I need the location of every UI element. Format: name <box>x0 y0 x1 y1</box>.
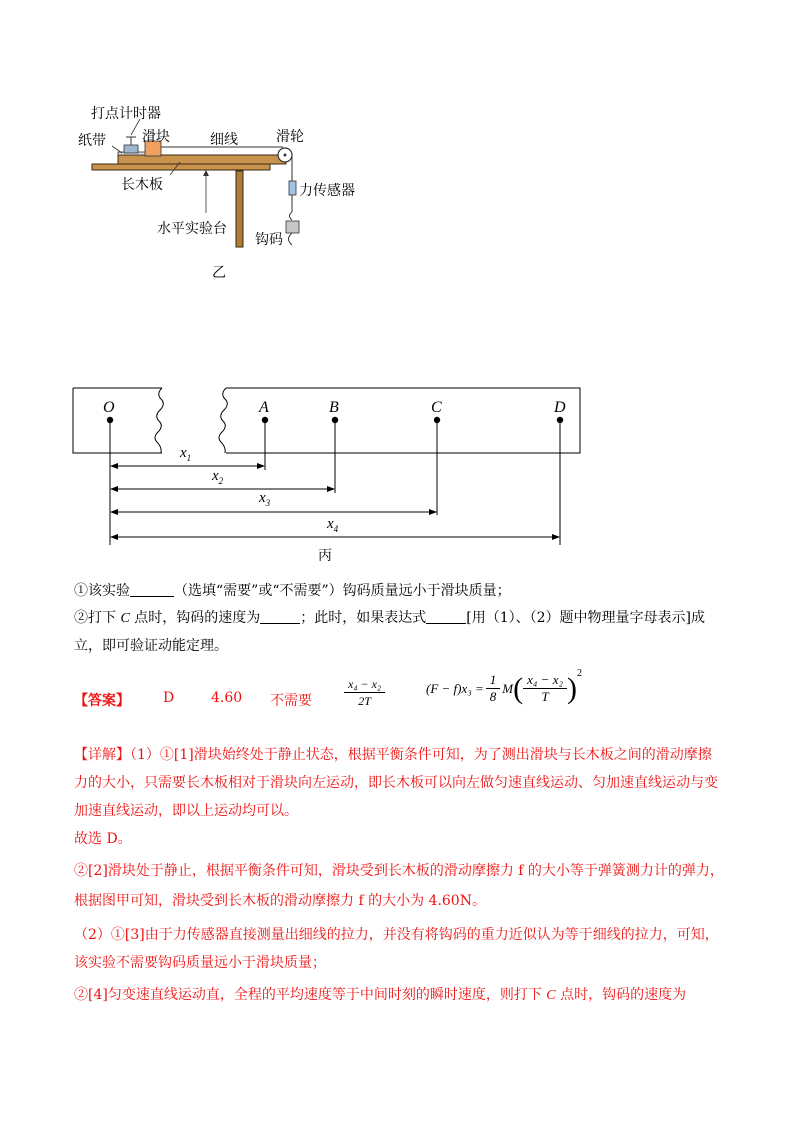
label-table: 水平实验台 <box>157 221 227 237</box>
label-weight: 钩码 <box>255 232 283 248</box>
answer-1: D <box>163 690 175 706</box>
label-sensor: 力传感器 <box>299 183 355 199</box>
point-D-label: D <box>554 399 566 416</box>
question-2-cont: 立，即可验证动能定理。 <box>74 638 228 654</box>
label-block: 滑块 <box>142 129 170 145</box>
timer-device <box>124 145 138 153</box>
x4-label: $x_4$ <box>327 516 339 534</box>
x1-label: $x_1$ <box>180 445 192 463</box>
label-board: 长木板 <box>121 177 163 193</box>
detail-line-1: 【详解】（1）①[1]滑块始终处于静止状态，根据平衡条件可知，为了测出滑块与长木板之间的滑动摩擦 <box>74 747 712 763</box>
label-thread: 细线 <box>210 132 238 148</box>
hook-weight <box>286 221 299 233</box>
answer-5-expression: (F − f)x₃ = $\frac{1}{8}$ M ( $\frac{\text{x₄ − x₂}}{T}$ ) 2 <box>426 668 582 705</box>
figure-caption-bing: 丙 <box>318 548 332 564</box>
answer-2: 4.60 <box>211 690 243 706</box>
table-top <box>92 164 270 170</box>
table-leg <box>236 171 243 247</box>
answer-blank-2 <box>260 609 300 624</box>
detail-line-3: 加速直线运动，即以上运动均可以。 <box>74 803 298 819</box>
detail-line-5: ②[2]滑块处于静止，根据平衡条件可知，滑块受到长木板的滑动摩擦力 f 的大小等于弹簧测力计的弹力， <box>74 863 724 879</box>
long-board <box>118 155 286 164</box>
answer-label: 【答案】 <box>74 693 130 709</box>
label-pulley: 滑轮 <box>276 129 304 145</box>
point-C-label: C <box>431 399 442 416</box>
detail-line-2: 力的大小，只需要长木板相对于滑块向左运动，即长木板可以向左做匀速直线运动、匀加速直线运动与变 <box>74 775 718 791</box>
detail-line-6: 根据图甲可知，滑块受到长木板的滑动摩擦力 f 的大小为 4.60N。 <box>74 893 486 909</box>
detail-line-7: （2）①[3]由于力传感器直接测量出细线的拉力，并没有将钩码的重力近似认为等于细线的拉力，可知， <box>74 927 719 943</box>
answer-blank-3 <box>426 609 466 624</box>
question-2: ②打下 C 点时，钩码的速度为 ；此时，如果表达式 [用（1）、（2）题中物理量字母表示]成 <box>74 610 705 626</box>
answer-blank-1 <box>130 582 174 597</box>
force-sensor <box>289 181 296 195</box>
question-1: ①该实验 （选填“需要”或“不需要”）钩码质量远小于滑块质量； <box>74 583 511 599</box>
point-A-label: A <box>259 399 269 416</box>
x2-label: $x_2$ <box>212 468 224 486</box>
answer-3: 不需要 <box>270 693 312 709</box>
point-B-label: B <box>329 399 339 416</box>
detail-line-4: 故选 D。 <box>74 831 132 847</box>
detail-line-9: ②[4]匀变速直线运动直，全程的平均速度等于中间时刻的瞬时速度，则打下 C 点时，钩码的速度为 <box>74 987 687 1003</box>
x3-label: $x_3$ <box>259 490 271 508</box>
label-timer: 打点计时器 <box>91 106 161 122</box>
label-tape: 纸带 <box>78 133 106 149</box>
detail-line-8: 该实验不需要钩码质量远小于滑块质量； <box>74 955 326 971</box>
point-O-label: O <box>103 399 115 416</box>
figure-caption-yi: 乙 <box>212 265 226 281</box>
answer-4-fraction: $\frac{\text{x₄ − x₂}}{2T}$ <box>344 676 385 709</box>
